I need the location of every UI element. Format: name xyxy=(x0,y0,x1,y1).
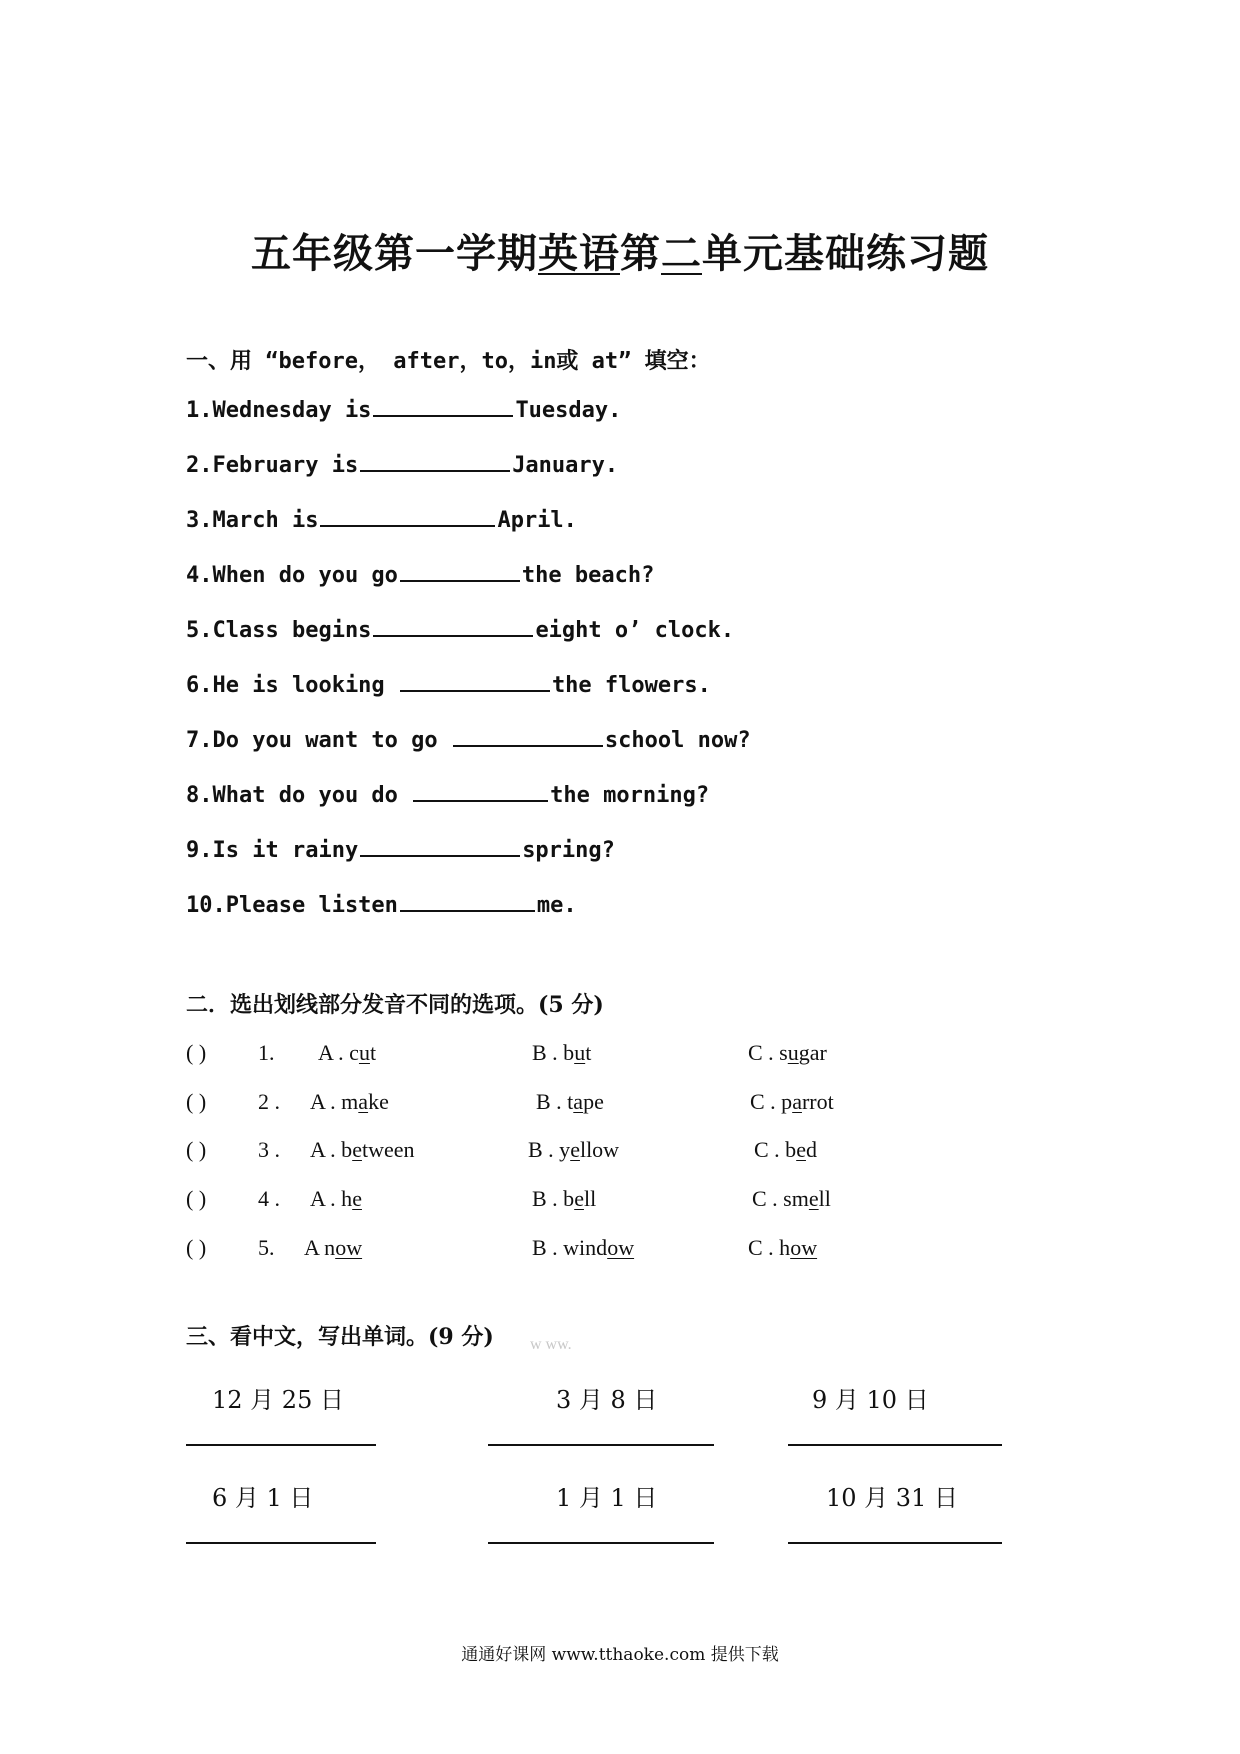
section1-heading-words: “before， after，to，in或 at” xyxy=(265,349,632,374)
date-prompt: 6 月 1 日 xyxy=(212,1484,314,1512)
title-part-underlined: 二 xyxy=(661,230,702,277)
option-c[interactable] xyxy=(748,1040,827,1066)
question-text: January. xyxy=(512,453,619,478)
option-b[interactable] xyxy=(536,1089,604,1115)
option-b[interactable] xyxy=(528,1137,619,1163)
option-text: A . h xyxy=(310,1186,353,1211)
question-text: 7.Do you want to go xyxy=(186,728,438,753)
option-underlined-letter: e xyxy=(352,1137,362,1162)
option-text: A . m xyxy=(310,1089,359,1114)
answer-line[interactable] xyxy=(488,1444,714,1446)
section1-heading xyxy=(186,344,711,375)
option-c[interactable] xyxy=(754,1137,817,1163)
answer-parentheses[interactable]: ( ) xyxy=(186,1235,207,1260)
answer-line[interactable] xyxy=(186,1542,376,1544)
section1-heading-suffix: 填空： xyxy=(644,348,711,374)
question-text: 3.March is xyxy=(186,508,319,533)
question-text: 6.He is looking xyxy=(186,673,385,698)
row-number: 1. xyxy=(258,1040,275,1065)
option-text: B . wind xyxy=(532,1235,608,1260)
option-text: C . b xyxy=(754,1137,797,1162)
date-prompt: 12 月 25 日 xyxy=(212,1386,344,1414)
answer-parentheses[interactable]: ( ) xyxy=(186,1040,207,1065)
option-a[interactable] xyxy=(310,1186,362,1212)
fill-question xyxy=(186,618,734,643)
question-text: 2.February is xyxy=(186,453,359,478)
title-part: 第 xyxy=(620,230,661,277)
option-text: ll xyxy=(583,1186,597,1211)
option-text: A . c xyxy=(318,1040,359,1065)
option-text: t xyxy=(369,1040,377,1065)
worksheet-title xyxy=(0,222,1240,279)
row-number: 3 . xyxy=(258,1137,280,1162)
faint-watermark-text: w ww. xyxy=(530,1336,572,1353)
question-text: the beach? xyxy=(521,563,655,588)
answer-line[interactable] xyxy=(488,1542,714,1544)
option-text: C . p xyxy=(750,1089,793,1114)
option-text: ke xyxy=(368,1089,389,1114)
title-part: 单元基础练习题 xyxy=(702,230,989,277)
question-text: 4.When do you go xyxy=(186,563,398,588)
option-text: rrot xyxy=(801,1089,834,1114)
option-text: A n xyxy=(304,1235,336,1260)
question-text: the flowers. xyxy=(551,673,711,698)
option-text: B . t xyxy=(536,1089,574,1114)
option-c[interactable] xyxy=(748,1235,817,1261)
option-text: t xyxy=(585,1040,592,1065)
answer-blank[interactable] xyxy=(400,674,550,692)
row-number: 4 . xyxy=(258,1186,280,1211)
question-text: 9.Is it rainy xyxy=(186,838,359,863)
option-underlined-letter: e xyxy=(570,1137,580,1162)
option-text: A . b xyxy=(310,1137,353,1162)
answer-parentheses[interactable]: ( ) xyxy=(186,1186,207,1211)
answer-blank[interactable] xyxy=(360,454,510,472)
date-prompt: 1 月 1 日 xyxy=(556,1484,658,1512)
option-b[interactable] xyxy=(532,1235,634,1261)
question-text: eight o’ clock. xyxy=(535,618,735,643)
option-text: d xyxy=(805,1137,817,1162)
fill-question xyxy=(186,728,751,753)
option-underlined-letter: a xyxy=(573,1089,584,1114)
answer-line[interactable] xyxy=(186,1444,376,1446)
option-c[interactable] xyxy=(752,1186,831,1212)
option-text: B . b xyxy=(532,1186,575,1211)
row-number: 5. xyxy=(258,1235,275,1260)
section2-heading: 二．选出划线部分发音不同的选项。(5 分) xyxy=(186,992,604,1018)
option-text: B . b xyxy=(532,1040,575,1065)
answer-line[interactable] xyxy=(788,1542,1002,1544)
answer-blank[interactable] xyxy=(360,839,520,857)
question-text: school now? xyxy=(604,728,751,753)
fill-question xyxy=(186,673,711,698)
option-text: C . sm xyxy=(752,1186,809,1211)
answer-parentheses[interactable]: ( ) xyxy=(186,1137,207,1162)
title-part: 五年级第一学期 xyxy=(251,230,538,277)
answer-parentheses[interactable]: ( ) xyxy=(186,1089,207,1114)
option-underlined-letter: u xyxy=(787,1040,799,1065)
title-part-underlined: 英语 xyxy=(538,230,620,277)
fill-question xyxy=(186,453,618,478)
fill-question xyxy=(186,893,577,918)
row-number: 2 . xyxy=(258,1089,280,1114)
question-text: Tuesday. xyxy=(515,398,622,423)
question-text: the morning? xyxy=(550,783,710,808)
answer-blank[interactable] xyxy=(373,619,533,637)
answer-blank[interactable] xyxy=(400,894,535,912)
option-text: llow xyxy=(579,1137,620,1162)
answer-blank[interactable] xyxy=(400,564,520,582)
option-underlined-letter: e xyxy=(796,1137,806,1162)
question-text: me. xyxy=(536,893,577,918)
question-text: 5.Class begins xyxy=(186,618,372,643)
option-underlined-letter: e xyxy=(574,1186,584,1211)
option-underlined-letter: u xyxy=(358,1040,370,1065)
date-prompt: 9 月 10 日 xyxy=(812,1386,929,1414)
option-text: ll xyxy=(818,1186,831,1211)
question-text: 1.Wednesday is xyxy=(186,398,372,423)
fill-question xyxy=(186,398,621,423)
option-underlined-letter: ow xyxy=(607,1235,635,1260)
option-c[interactable] xyxy=(750,1089,834,1115)
date-prompt: 3 月 8 日 xyxy=(556,1386,658,1414)
footer-credit: 通通好课网 www.tthaoke.com 提供下载 xyxy=(461,1645,779,1665)
section3-heading: 三、看中文，写出单词。(9 分) xyxy=(186,1324,494,1350)
question-text: 8.What do you do xyxy=(186,783,398,808)
option-a[interactable] xyxy=(318,1040,376,1066)
option-a[interactable] xyxy=(304,1235,362,1261)
option-underlined-letter: u xyxy=(574,1040,586,1065)
question-text: 10.Please listen xyxy=(186,893,398,918)
fill-question xyxy=(186,838,615,863)
fill-question xyxy=(186,563,654,588)
question-text: spring? xyxy=(522,838,615,863)
date-prompt: 10 月 31 日 xyxy=(826,1484,958,1512)
option-underlined-letter: ow xyxy=(790,1235,818,1260)
option-text: tween xyxy=(361,1137,415,1162)
option-underlined-letter: e xyxy=(808,1186,819,1211)
option-text: C . h xyxy=(748,1235,791,1260)
option-a[interactable] xyxy=(310,1137,414,1163)
option-b[interactable] xyxy=(532,1040,591,1066)
option-a[interactable] xyxy=(310,1089,389,1115)
option-underlined-letter: a xyxy=(358,1089,369,1114)
option-underlined-letter: ow xyxy=(335,1235,363,1260)
fill-question xyxy=(186,508,577,533)
answer-line[interactable] xyxy=(788,1444,1002,1446)
fill-question xyxy=(186,783,709,808)
option-underlined-letter: a xyxy=(792,1089,802,1114)
answer-blank[interactable] xyxy=(413,784,548,802)
answer-blank[interactable] xyxy=(320,509,495,527)
answer-blank[interactable] xyxy=(453,729,603,747)
option-text: B . y xyxy=(528,1137,571,1162)
option-text: gar xyxy=(798,1040,827,1065)
option-text: pe xyxy=(583,1089,604,1114)
section1-heading-prefix: 一、用 xyxy=(186,348,253,374)
option-text: C . s xyxy=(748,1040,788,1065)
option-underlined-letter: e xyxy=(352,1186,362,1211)
question-text: April. xyxy=(497,508,577,533)
answer-blank[interactable] xyxy=(373,399,513,417)
option-b[interactable] xyxy=(532,1186,596,1212)
